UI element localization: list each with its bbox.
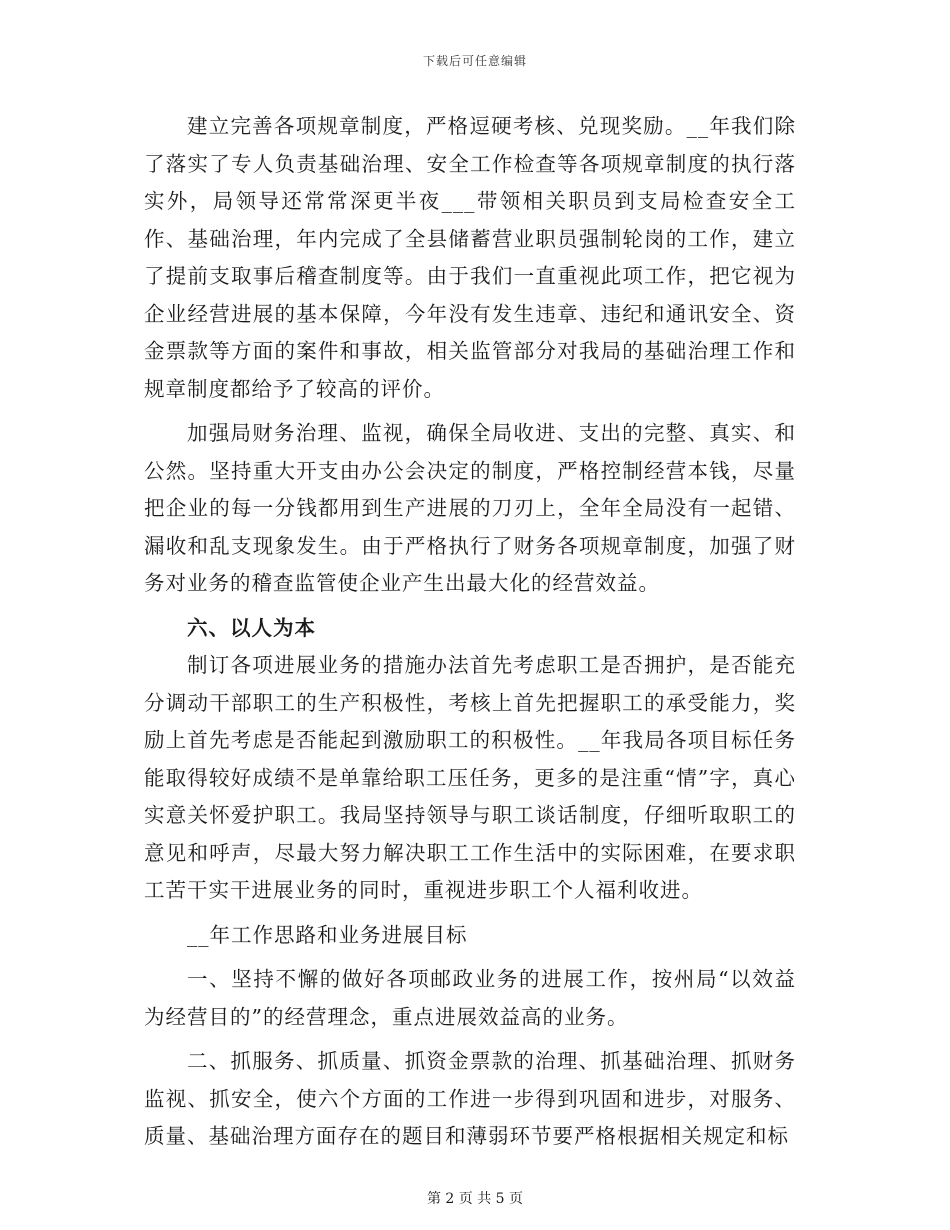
paragraph-finance: 加强局财务治理、监视，确保全局收进、支出的完整、真实、和公然。坚持重大开支由办公会决定的制度，严格控制经营本钱，尽量把企业的每一分钱都用到生产进展的刀刃上，全年全局没有一起错、漏收和乱支现象发生。由于严格执行了财务各项规章制度，加强了财务对业务的稽查监管使企业产生出最大化的经营效益。 (144, 421, 796, 595)
section-heading-people-oriented: 六、以人为本 (187, 615, 316, 640)
page-header: 下载后可任意编辑 (422, 54, 527, 68)
page-number: 第 2 页 共 5 页 (426, 1191, 524, 1207)
paragraph-plan-item-1: 一、坚持不懈的做好各项邮政业务的进展工作，按州局“以效益为经营目的”的经营理念，重点进展效益高的业务。 (144, 967, 796, 1029)
section-heading-work-plan: __年工作思路和业务进展目标 (187, 922, 468, 947)
paragraph-staff-care: 制订各项进展业务的措施办法首先考虑职工是否拥护，是否能充分调动干部职工的生产积极性，考核上首先把握职工的承受能力，奖励上首先考虑是否能起到激励职工的积极性。__年我局各项目标任务能取得较好成绩不是单靠给职工压任务，更多的是注重“情”字，真心实意关怀爱护职工。我局坚持领导与职工谈话制度，仔细听取职工的意见和呼声，尽最大努力解决职工工作生活中的实际困难，在要求职工苦干实干进展业务的同时，重视进步职工个人福利收进。 (144, 653, 796, 902)
paragraph-plan-item-2: 二、抓服务、抓质量、抓资金票款的治理、抓基础治理、抓财务监视、抓安全，使六个方面的工作进一步得到巩固和进步，对服务、质量、基础治理方面存在的题目和薄弱环节要严格根据相关规定和标 (144, 1049, 796, 1148)
document-body (144, 108, 796, 1156)
paragraph-regulations: 建立完善各项规章制度，严格逗硬考核、兑现奖励。__年我们除了落实了专人负责基础治理、安全工作检查等各项规章制度的执行落实外，局领导还常常深更半夜___带领相关职员到支局检查安全工作、基础治理，年内完成了全县储蓄营业职员强制轮岗的工作，建立了提前支取事后稽查制度等。由于我们一直重视此项工作，把它视为企业经营进展的基本保障，今年没有发生违章、违纪和通讯安全、资金票款等方面的案件和事故，相关监管部分对我局的基础治理工作和规章制度都给予了较高的评价。 (144, 114, 796, 401)
